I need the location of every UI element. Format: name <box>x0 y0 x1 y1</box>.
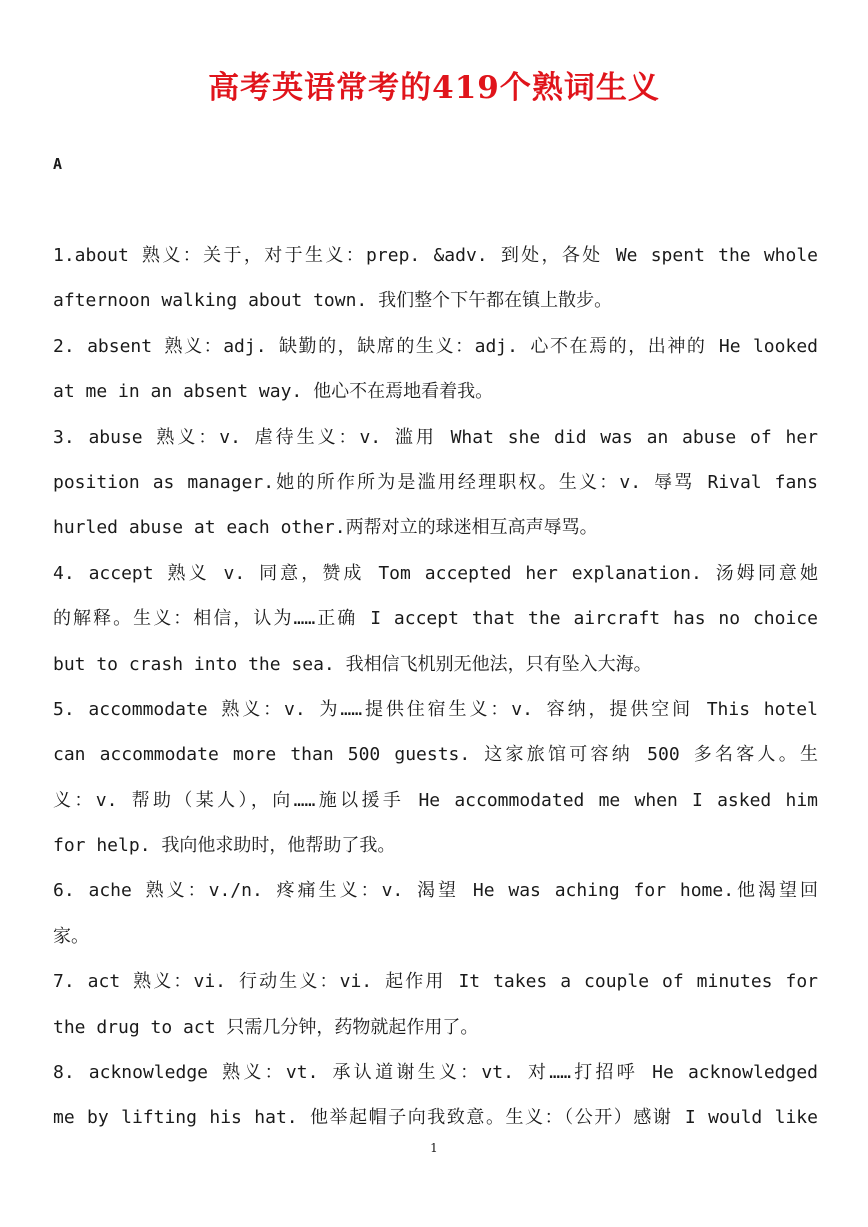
text-line: 的解释。生义：相信，认为……正确 I accept that the aircraft has no choice <box>53 608 818 630</box>
text-line: can accommodate more than 500 guests. 这家旅馆可容纳 500 多名客人。生 <box>53 744 818 766</box>
text-line: but to crash into the sea. 我相信飞机别无他法，只有坠入大海。 <box>53 653 652 675</box>
text-line: 3. abuse 熟义：v. 虐待生义：v. 滥用 What she did was an abuse of her <box>53 426 818 448</box>
text-line: 6. ache 熟义：v./n. 疼痛生义：v. 渴望 He was aching for home.他渴望回 <box>53 880 818 902</box>
text-line: for help. 我向他求助时，他帮助了我。 <box>53 835 396 857</box>
text-line: 7. act 熟义：vi. 行动生义：vi. 起作用 It takes a couple of minutes for <box>53 971 818 993</box>
page-number: 1 <box>430 1141 438 1155</box>
section-heading: A <box>53 155 63 173</box>
text-line: 5. accommodate 熟义：v. 为……提供住宿生义：v. 容纳，提供空间 This hotel <box>53 698 818 720</box>
text-line: afternoon walking about town. 我们整个下午都在镇上散步。 <box>53 290 613 312</box>
text-line: hurled abuse at each other.两帮对立的球迷相互高声辱骂。 <box>53 517 598 539</box>
text-line: 家。 <box>53 925 89 947</box>
text-line: position as manager.她的所作所为是滥用经理职权。生义：v. 辱骂 Rival fans <box>53 471 818 493</box>
text-line: 1.about 熟义：关于，对于生义：prep. &adv. 到处，各处 We spent the whole <box>53 245 818 266</box>
document-title: 高考英语常考的419个熟词生义 <box>208 70 660 106</box>
text-line: 义：v. 帮助（某人），向……施以援手 He accommodated me when I asked him <box>53 789 818 811</box>
text-line: 8. acknowledge 熟义：vt. 承认道谢生义：vt. 对……打招呼 He acknowledged <box>53 1062 818 1084</box>
text-line: 2. absent 熟义：adj. 缺勤的，缺席的生义：adj. 心不在焉的，出神的 He looked <box>53 335 818 357</box>
document-body <box>53 233 818 1141</box>
text-line: at me in an absent way. 他心不在焉地看着我。 <box>53 381 494 403</box>
text-line: 4. accept 熟义 v. 同意，赞成 Tom accepted her explanation. 汤姆同意她 <box>53 562 818 584</box>
text-line: me by lifting his hat. 他举起帽子向我致意。生义：（公开）感谢 I would like <box>53 1107 818 1129</box>
text-line: the drug to act 只需几分钟，药物就起作用了。 <box>53 1016 479 1038</box>
